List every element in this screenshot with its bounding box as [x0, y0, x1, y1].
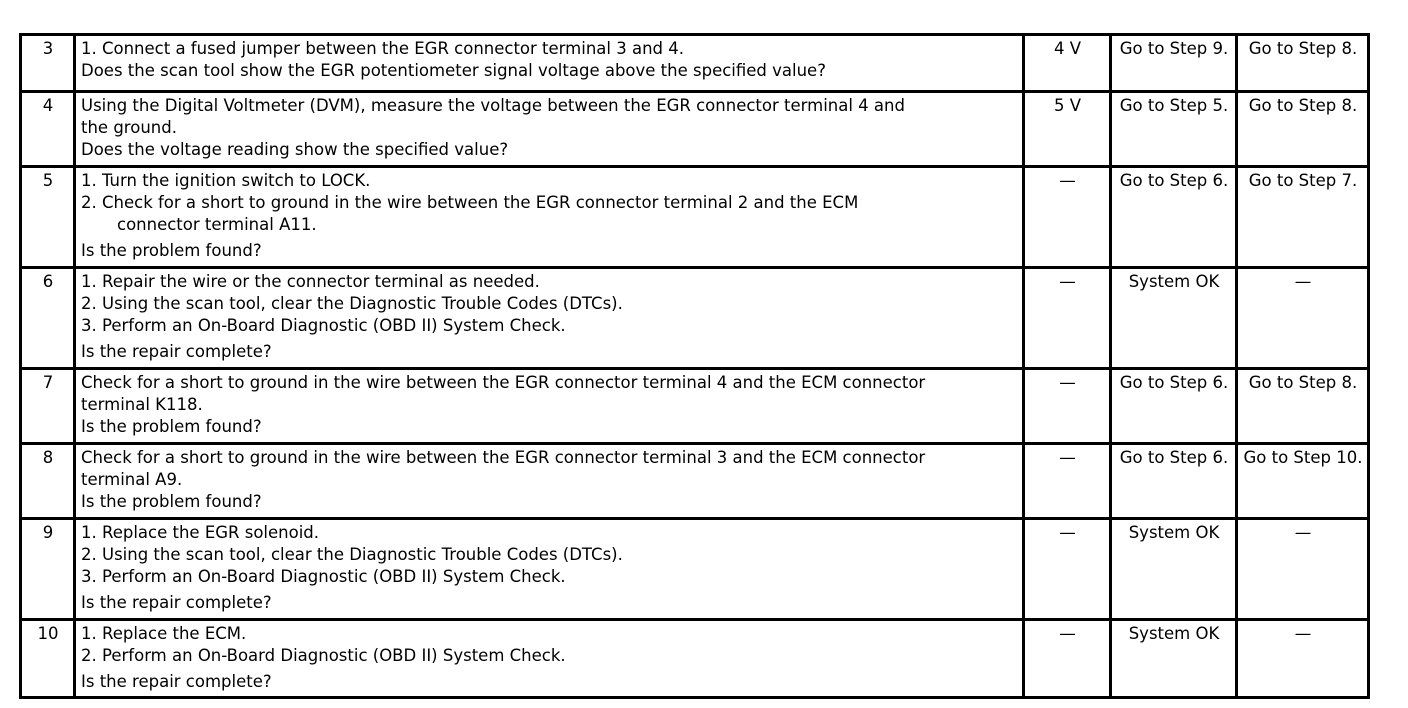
step-value: — — [1024, 167, 1111, 268]
step-question: Is the problem found? — [81, 241, 262, 260]
step-value: — — [1024, 620, 1111, 698]
action-item: 3. Perform an On-Board Diagnostic (OBD II) System Check. — [81, 316, 566, 335]
action-text: terminal K118. — [81, 395, 203, 414]
step-action — [75, 620, 1024, 698]
step-value: — — [1024, 369, 1111, 444]
step-value: — — [1024, 268, 1111, 369]
action-item: 1. Connect a fused jumper between the EGR connector terminal 3 and 4. — [81, 39, 684, 58]
step-number: 5 — [21, 167, 75, 268]
step-question: Does the scan tool show the EGR potentiometer signal voltage above the specified value? — [81, 61, 826, 80]
action-text: the ground. — [81, 118, 177, 137]
step-action — [75, 369, 1024, 444]
action-item: 1. Turn the ignition switch to LOCK. — [81, 171, 371, 190]
action-item-continuation: connector terminal A11. — [117, 215, 317, 234]
step-action — [75, 92, 1024, 167]
step-yes: Go to Step 5. — [1111, 92, 1237, 167]
action-item: 2. Using the scan tool, clear the Diagnostic Trouble Codes (DTCs). — [81, 294, 623, 313]
step-no: — — [1237, 620, 1369, 698]
step-no: Go to Step 8. — [1237, 369, 1369, 444]
step-yes: Go to Step 6. — [1111, 369, 1237, 444]
step-question: Is the repair complete? — [81, 342, 272, 361]
step-question: Is the repair complete? — [81, 672, 272, 691]
step-no: Go to Step 7. — [1237, 167, 1369, 268]
step-action — [75, 35, 1024, 92]
step-number: 9 — [21, 519, 75, 620]
step-number: 3 — [21, 35, 75, 92]
step-action — [75, 519, 1024, 620]
step-value: 4 V — [1024, 35, 1111, 92]
action-item: 1. Replace the EGR solenoid. — [81, 523, 320, 542]
step-action — [75, 167, 1024, 268]
step-yes: System OK — [1111, 268, 1237, 369]
step-number: 8 — [21, 444, 75, 519]
step-number: 7 — [21, 369, 75, 444]
step-question: Does the voltage reading show the specified value? — [81, 140, 509, 159]
action-item: 2. Using the scan tool, clear the Diagnostic Trouble Codes (DTCs). — [81, 545, 623, 564]
table-row — [21, 444, 1369, 519]
step-no: — — [1237, 519, 1369, 620]
step-no: Go to Step 8. — [1237, 35, 1369, 92]
action-item: 1. Repair the wire or the connector terminal as needed. — [81, 272, 540, 291]
table-row — [21, 620, 1369, 698]
step-yes: System OK — [1111, 519, 1237, 620]
step-number: 10 — [21, 620, 75, 698]
action-text: Using the Digital Voltmeter (DVM), measure the voltage between the EGR connector terminal 4 and — [81, 96, 905, 115]
diagnostic-steps-table — [19, 33, 1370, 699]
action-item: 1. Replace the ECM. — [81, 624, 247, 643]
action-item: 3. Perform an On-Board Diagnostic (OBD II) System Check. — [81, 567, 566, 586]
table-row — [21, 92, 1369, 167]
action-item: 2. Perform an On-Board Diagnostic (OBD II) System Check. — [81, 646, 566, 665]
step-value: — — [1024, 519, 1111, 620]
step-no: — — [1237, 268, 1369, 369]
step-action — [75, 444, 1024, 519]
step-no: Go to Step 10. — [1237, 444, 1369, 519]
step-question: Is the problem found? — [81, 492, 262, 511]
step-no: Go to Step 8. — [1237, 92, 1369, 167]
step-value: 5 V — [1024, 92, 1111, 167]
action-text: Check for a short to ground in the wire between the EGR connector terminal 3 and the ECM connector — [81, 448, 926, 467]
step-number: 6 — [21, 268, 75, 369]
action-item: 2. Check for a short to ground in the wire between the EGR connector terminal 2 and the ECM — [81, 193, 859, 212]
step-action — [75, 268, 1024, 369]
step-number: 4 — [21, 92, 75, 167]
step-yes: Go to Step 6. — [1111, 167, 1237, 268]
table-row — [21, 35, 1369, 92]
table-row — [21, 167, 1369, 268]
step-yes: Go to Step 6. — [1111, 444, 1237, 519]
table-row — [21, 369, 1369, 444]
action-text: terminal A9. — [81, 470, 183, 489]
table-row — [21, 268, 1369, 369]
step-question: Is the repair complete? — [81, 593, 272, 612]
action-text: Check for a short to ground in the wire between the EGR connector terminal 4 and the ECM connector — [81, 373, 926, 392]
step-yes: Go to Step 9. — [1111, 35, 1237, 92]
step-question: Is the problem found? — [81, 417, 262, 436]
table-row — [21, 519, 1369, 620]
step-yes: System OK — [1111, 620, 1237, 698]
step-value: — — [1024, 444, 1111, 519]
